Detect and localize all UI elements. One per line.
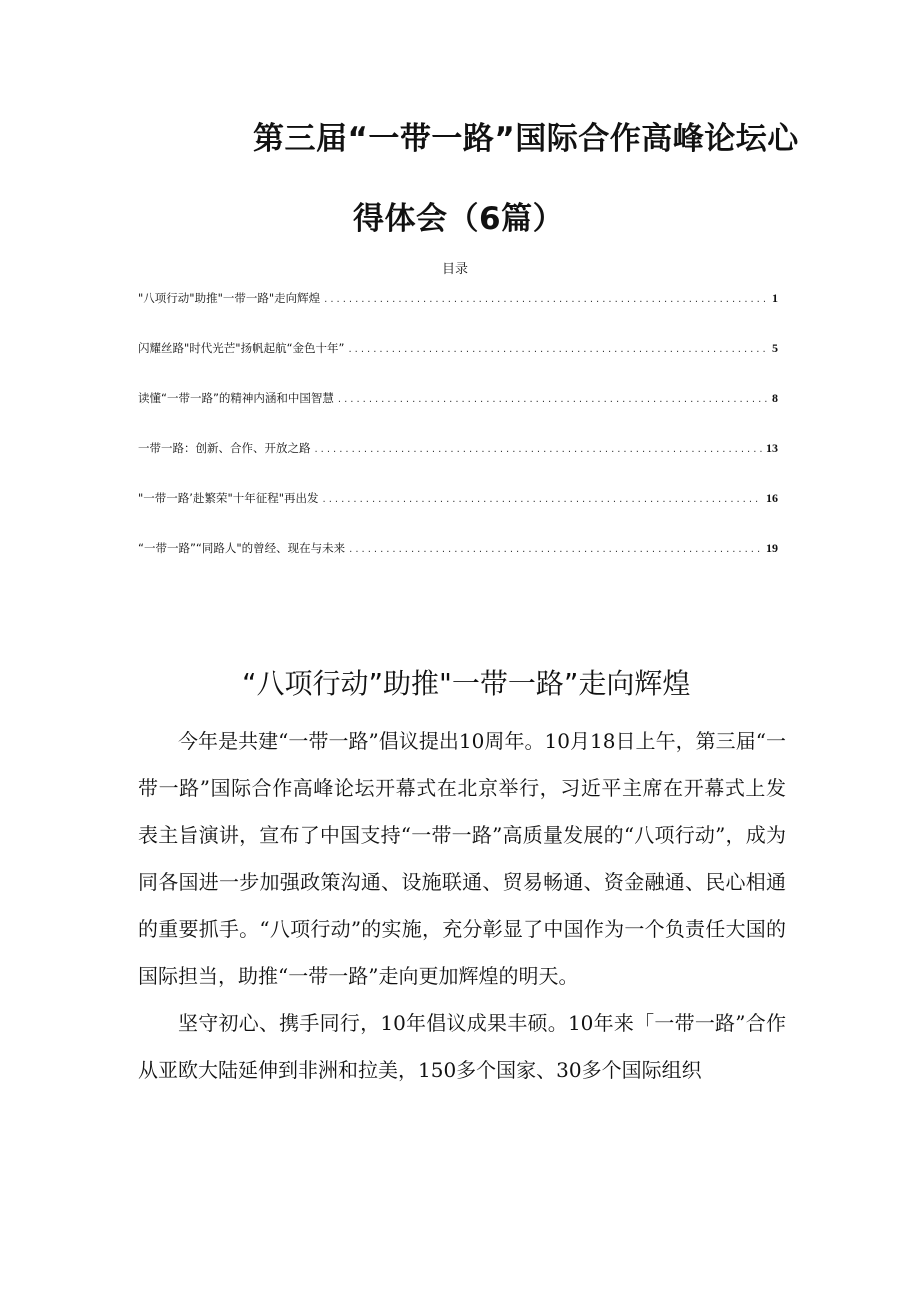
toc-entry[interactable]: [138, 490, 778, 540]
toc-entry-page: 13: [766, 441, 778, 455]
toc-entry-label: "八项行动"助推"一带一路"走向辉煌: [138, 291, 321, 305]
table-of-contents: [138, 290, 778, 590]
toc-entry[interactable]: [138, 290, 778, 340]
toc-leader-dots: [349, 544, 762, 558]
toc-entry-page: 19: [766, 541, 778, 555]
toc-leader-dots: [324, 294, 768, 308]
toc-leader-dots: [315, 444, 763, 458]
document-title-line-1: 第三届“一带一路”国际合作高峰论坛心: [253, 121, 799, 157]
toc-entry-page: 1: [772, 291, 778, 305]
toc-entry[interactable]: [138, 340, 778, 390]
toc-entry-label: 闪耀丝路"时代光芒"扬帆起航“金色十年”: [138, 341, 345, 355]
toc-entry[interactable]: [138, 540, 778, 590]
toc-leader-dots: [349, 344, 769, 358]
toc-heading: 目录: [442, 262, 469, 277]
toc-entry-page: 8: [772, 391, 778, 405]
toc-leader-dots: [338, 394, 768, 408]
toc-leader-dots: [323, 494, 762, 508]
toc-entry[interactable]: [138, 390, 778, 440]
toc-entry-label: 一带一路：创新、合作、开放之路: [138, 441, 311, 455]
section-title: “八项行动”助推"一带一路”走向辉煌: [242, 667, 691, 700]
document-title-line-2: 得体会（6篇）: [353, 201, 565, 237]
toc-entry-page: 5: [772, 341, 778, 355]
toc-entry[interactable]: [138, 440, 778, 490]
section-body: [138, 718, 786, 1094]
body-paragraph: 坚守初心、携手同行，10年倡议成果丰硕。10年来「一带一路”合作从亚欧大陆延伸到非洲和拉美，150多个国家、30多个国际组织: [138, 1011, 786, 1082]
body-paragraph: 今年是共建“一带一路”倡议提出10周年。10月18日上午，第三届“一带一路”国际合作高峰论坛开幕式在北京举行，习近平主席在开幕式上发表主旨演讲，宣布了中国支持“一带一路”高质量发展的“八项行动”，成为同各国进一步加强政策沟通、设施联通、贸易畅通、资金融通、民心相通的重要抓手。“八项行动”的实施，充分彰显了中国作为一个负责任大国的国际担当，助推“一带一路”走向更加辉煌的明天。: [138, 729, 786, 988]
toc-entry-page: 16: [766, 491, 778, 505]
toc-entry-label: 读懂“一带一路”的精神内涵和中国智慧: [138, 391, 334, 405]
toc-entry-label: “一带一路”“同路人"的曾经、现在与未来: [138, 541, 346, 555]
toc-entry-label: "一带一路’赴繁荣"十年征程"再出发: [138, 491, 319, 505]
